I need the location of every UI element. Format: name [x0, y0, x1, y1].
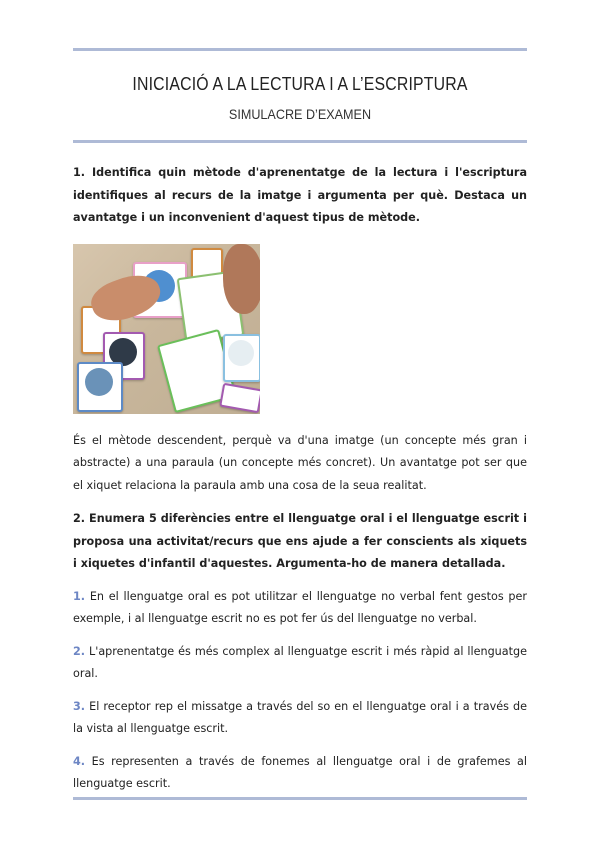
list-item: 2. L'aprenentatge és més complex al llenguatge escrit i més ràpid al llenguatge oral.: [73, 644, 527, 680]
card-8: [77, 362, 123, 412]
page-title: INICIACIÓ A LA LECTURA I A L’ESCRIPTURA: [132, 74, 468, 94]
page-subtitle: SIMULACRE D’EXAMEN: [228, 106, 372, 122]
card-9: [219, 382, 260, 413]
footer-divider: [73, 797, 527, 800]
question-2: 2. Enumera 5 diferències entre el llenguatge oral i el llenguatge escrit i proposa una activitat/recurs que ens ajude a fer conscients als xiquets i xiquetes d'infantil d'aquestes. Argumenta-ho de manera detallada.: [73, 512, 527, 570]
card-7: [223, 334, 260, 382]
header-divider: [73, 140, 527, 143]
hand-right: [223, 244, 260, 314]
list-item: 1. En el llenguatge oral es pot utilitzar el llenguatge no verbal fent gestos per exemple, i al llenguatge escrit no es pot fer ús del llenguatge no verbal.: [73, 589, 528, 625]
list-item: 3. El receptor rep el missatge a través del so en el llenguatge oral i a través de la vista al llenguatge escrit.: [73, 699, 527, 735]
photo-cards-with-hands: [73, 244, 260, 414]
document-body: [73, 162, 527, 796]
top-divider: [73, 48, 527, 51]
list-item: 4. Es representen a través de fonemes al llenguatge oral i de grafemes al llenguatge escrit.: [73, 754, 527, 790]
question-1: 1. Identifica quin mètode d'aprenentatge de la lectura i l'escriptura identifiques al recurs de la imatge i argumenta per què. Destaca un avantatge i un inconvenient d'aquest tipus de mètode.: [73, 166, 527, 224]
answer-1: És el mètode descendent, perquè va d'una imatge (un concepte més gran i abstracte) a una paraula (un concepte més concret). Un avantatge pot ser que el xiquet relaciona la paraula amb una cosa de la seua realitat.: [73, 433, 527, 492]
